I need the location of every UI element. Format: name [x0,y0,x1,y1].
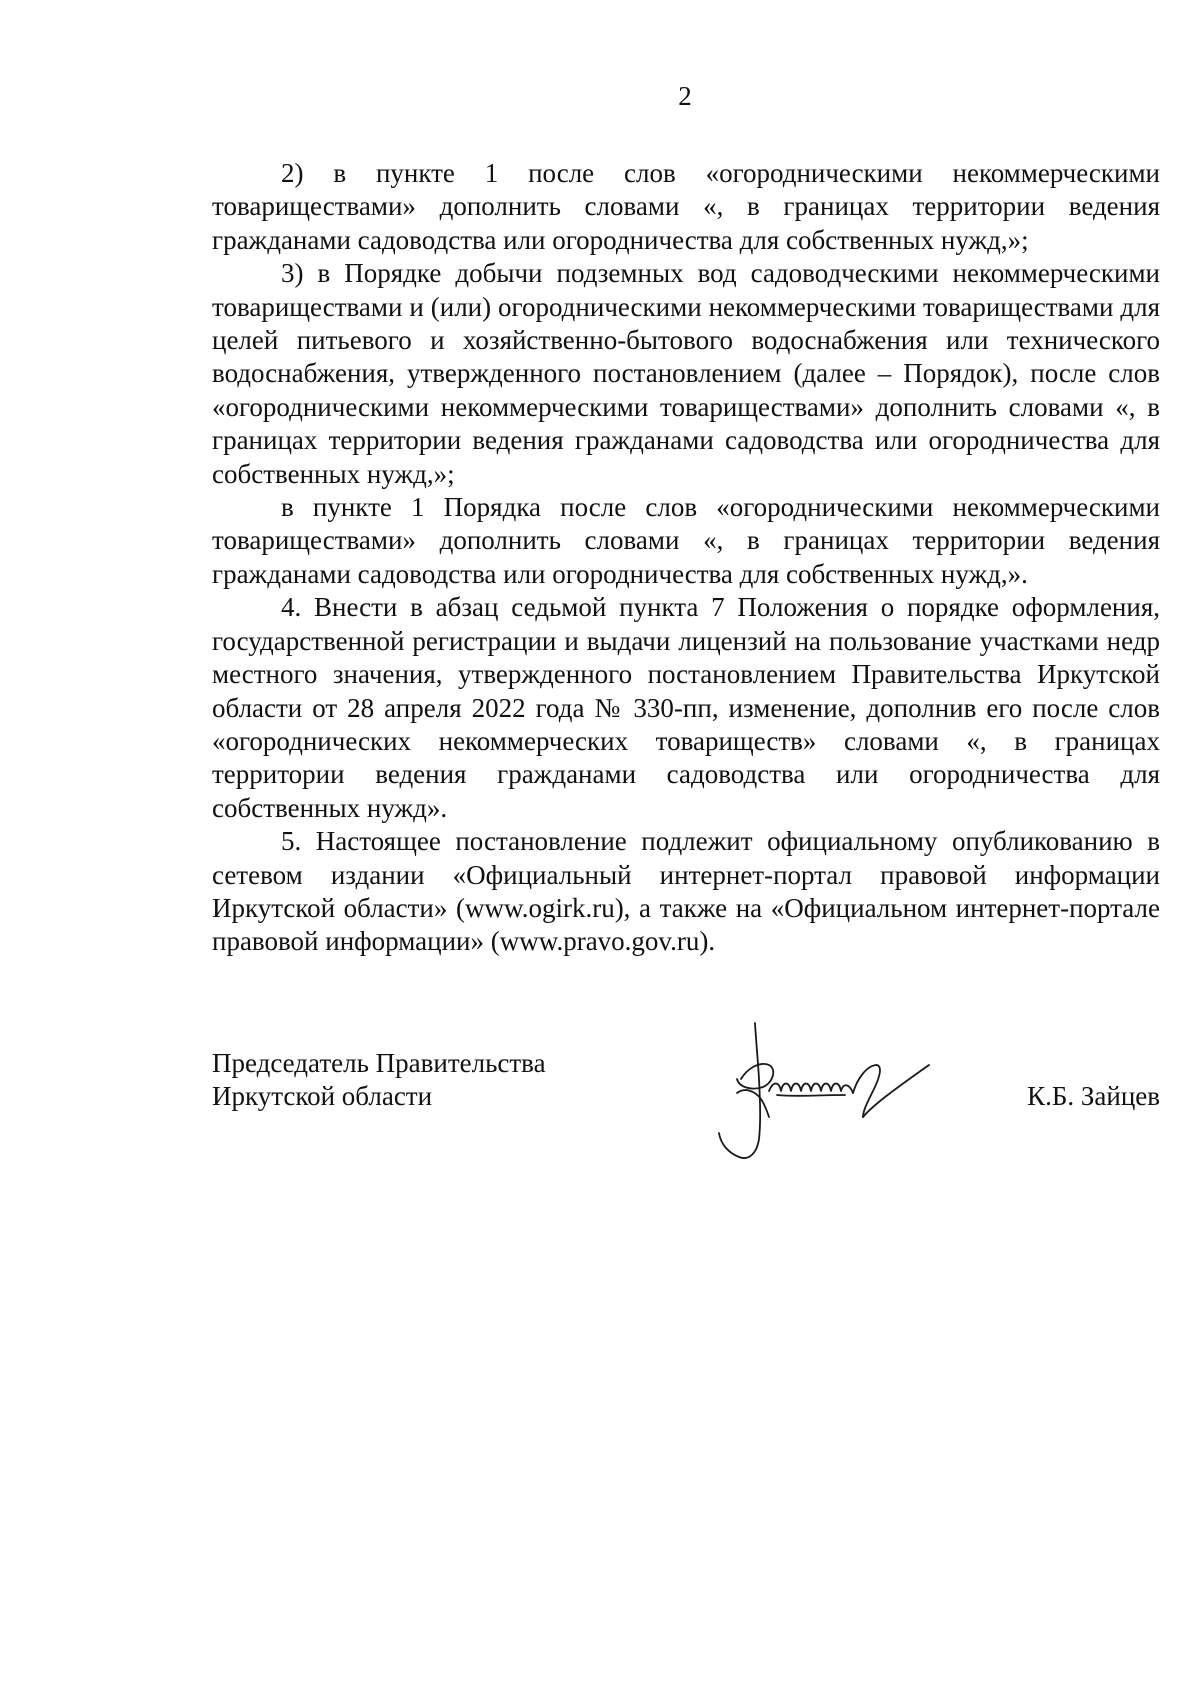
signer-title-line-2: Иркутской области [212,1081,433,1112]
signer-title-line-1: Председатель Правительства [212,1048,546,1078]
paragraph-section-4: 4. Внести в абзац седьмой пункта 7 Положения о порядке оформления, государственной регистрации и выдачи лицензий на пользование участками недр местного значения, утвержденного постановлением Правительства Иркутской области от 28 апреля 2022 года № 330-пп, изменение, дополнив его после слов «огороднических некоммерческих товариществ» словами «, в границах территории ведения гражданами садоводства или огородничества для собственных нужд». [212,592,1160,823]
handwritten-signature [707,1021,957,1181]
paragraph-section-5: 5. Настоящее постановление подлежит официальному опубликованию в сетевом издании «Официальный интернет-портал правовой информации Иркутской области» (www.ogirk.ru), а также на «Официальном интернет-портале правовой информации» (www.pravo.gov.ru). [212,826,1160,957]
paragraph-item-3: 3) в Порядке добычи подземных вод садоводческими некоммерческими товариществами и (или) огородническими некоммерческими товариществами для целей питьевого и хозяйственно-бытового водоснабжения или технического водоснабжения, утвержденного постановлением (далее – Порядок), после слов «огородническими некоммерческими товариществами» дополнить словами «, в границах территории ведения гражданами садоводства или огородничества для собственных нужд,»; [212,258,1160,489]
document-body [212,157,1160,959]
page-number: 2 [678,81,692,111]
signer-name: К.Б. Зайцев [1027,1081,1160,1111]
signature-block [212,1047,1160,1187]
paragraph-point-1-amendment: в пункте 1 Порядка после слов «огородническими некоммерческими товариществами» дополнить словами «, в границах территории ведения гражданами садоводства или огородничества для собственных нужд,». [212,492,1160,589]
paragraph-item-2: 2) в пункте 1 после слов «огородническими некоммерческими товариществами» дополнить словами «, в границах территории ведения гражданами садоводства или огородничества для собственных нужд,»; [212,158,1160,255]
signer-title [212,1047,546,1114]
